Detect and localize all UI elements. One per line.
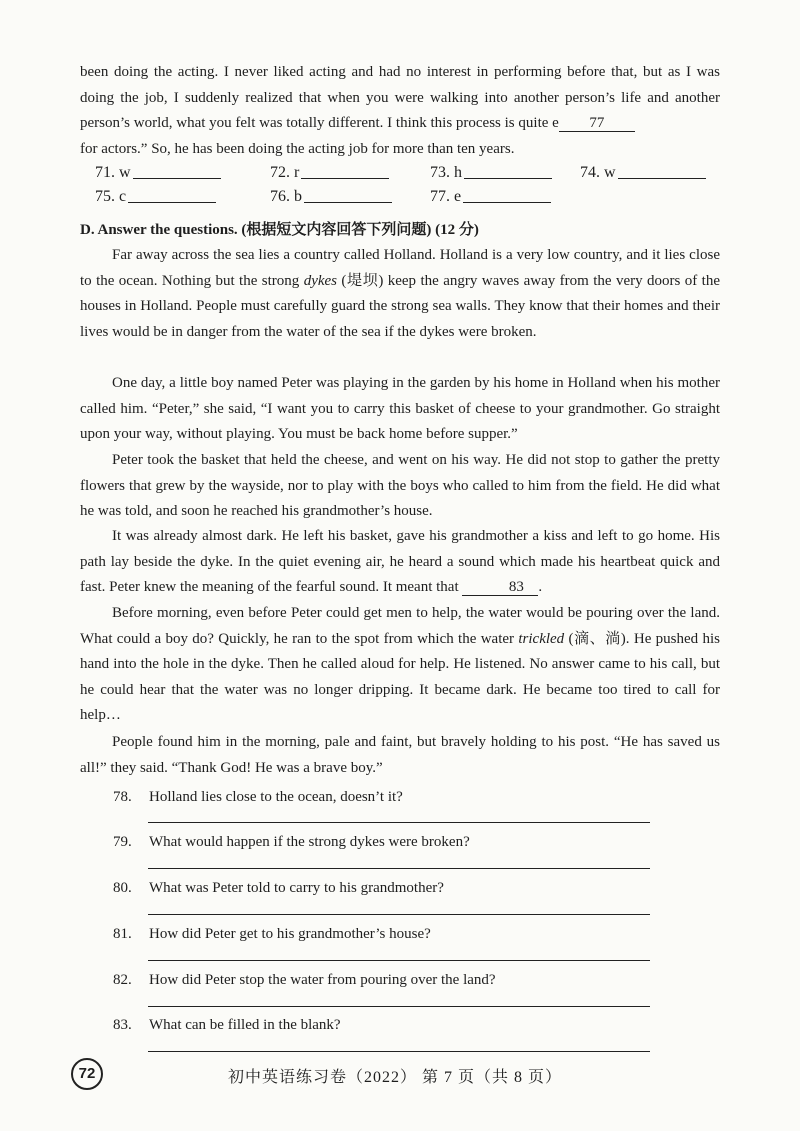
answer-blank-72[interactable]: 72. r [270,164,389,182]
paragraph-3: Peter took the basket that held the cheese, and went on his way. He did not stop to gather the pretty flowers that grew by the wayside, nor to play with the boys who called to him from the field. He did what he was told, and soon he reached his grandmother’s house. [80,452,720,519]
passage-c-after: for actors.” So, he has been doing the acting job for more than ten years. [80,140,515,157]
question-78: 78. Holland lies close to the ocean, doesn’t it? [113,789,403,805]
blank-77: 77 [559,115,635,132]
paragraph-2: One day, a little boy named Peter was playing in the garden by his home in Holland when his mother called him. “Peter,” she said, “I want you to carry this basket of cheese to your grandmother. Go straight upon your way, without playing. You must be back home before supper.” [80,375,720,442]
trickled-word: trickled [518,630,565,647]
answer-blank-74[interactable]: 74. w [580,164,706,182]
answer-line-81[interactable] [148,960,650,961]
answer-blank-73[interactable]: 73. h [430,164,552,182]
question-82: 82. How did Peter stop the water from pouring over the land? [113,972,496,988]
paragraph-1: Far away across the sea lies a country called Holland. Holland is a very low country, and it lies close to the ocean. Nothing but the strong dykes (堤坝) keep the angry waves away from the very doors of the houses in Holland. People must carefully guard the strong sea walls. They know that their homes and their lives would be in danger from the water of the sea if the dykes were broken. [80,247,720,340]
answer-line-83[interactable] [148,1051,650,1052]
question-79: 79. What would happen if the strong dykes were broken? [113,834,470,850]
blank-83: 83 [462,579,538,596]
answer-line-79[interactable] [148,868,650,869]
question-80: 80. What was Peter told to carry to his grandmother? [113,880,444,896]
page-badge: 72 [71,1058,103,1090]
answer-blank-71[interactable]: 71. w [95,164,221,182]
section-d-heading: D. Answer the questions. (根据短文内容回答下列问题) (12 分) [80,222,479,238]
passage-c-text: been doing the acting. I never liked acting and had no interest in performing before that, but as I was doing the job, I suddenly realized that when you were walking into another person’s life and another person’s world, what you felt was totally different. I think this process is quite e [80,64,720,131]
paragraph-5: Before morning, even before Peter could get men to help, the water would be pouring over the land. What could a boy do? Quickly, he ran to the spot from which the water trickled (滴、淌). He pushed his hand into the hole in the dyke. Then he called aloud for help. He listened. No answer came to his call, but he could hear that the water was no longer dripping. It became dark. He became too tired to call for help… [80,605,721,723]
answer-blank-76[interactable]: 76. b [270,188,392,206]
answer-line-80[interactable] [148,914,650,915]
paragraph-6: People found him in the morning, pale and faint, but bravely holding to his post. “He has saved us all!” they said. “Thank God! He was a brave boy.” [80,734,720,776]
paragraph-4: It was already almost dark. He left his basket, gave his grandmother a kiss and left to go home. His path lay beside the dyke. In the quiet evening air, he heard a sound which made his heartbeat quick and fast. Peter knew the meaning of the fearful sound. It meant that 83 . [80,528,720,595]
question-81: 81. How did Peter get to his grandmother’s house? [113,926,431,942]
dykes-word: dykes [303,272,337,289]
passage-c-ending [80,60,720,162]
answer-line-82[interactable] [148,1006,650,1007]
question-83: 83. What can be filled in the blank? [113,1017,341,1033]
answer-blank-77[interactable]: 77. e [430,188,551,206]
answer-blank-75[interactable]: 75. c [95,188,216,206]
answer-line-78[interactable] [148,822,650,823]
footer-text: 初中英语练习卷（2022） 第 7 页（共 8 页） [228,1069,563,1086]
